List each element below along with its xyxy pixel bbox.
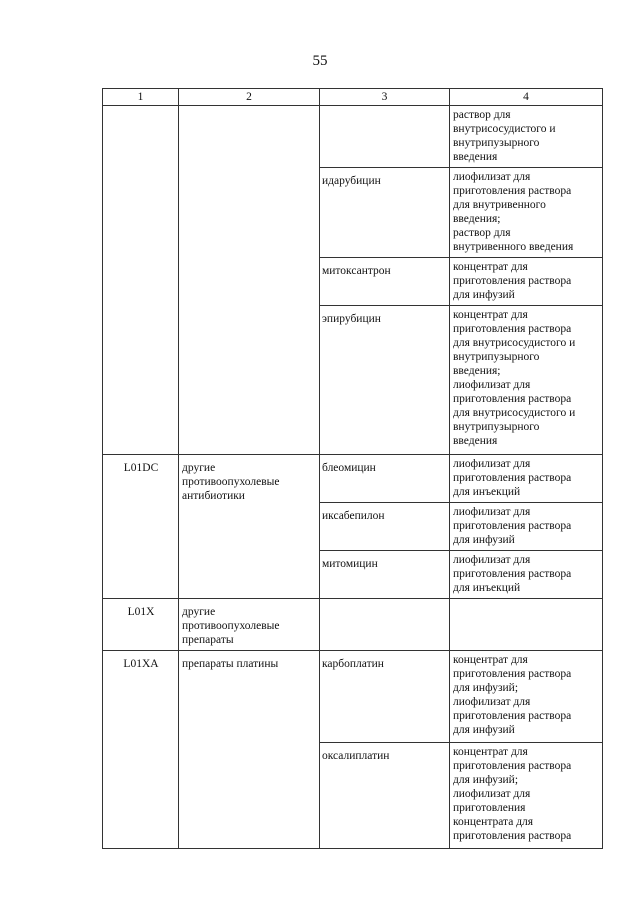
cell-text-line: для инфузий; (453, 682, 519, 694)
cell-text-line: другие (182, 606, 216, 618)
table-row (103, 455, 603, 503)
group-name-cell (179, 651, 320, 849)
drug-table (102, 88, 603, 849)
cell-text-line: приготовления раствора (453, 760, 572, 772)
cell-text-line: концентрат для (453, 746, 528, 758)
cell-text-line: внутрипузырного (453, 421, 540, 433)
drug-name-cell: блеомицин (320, 455, 450, 503)
dosage-form-cell (450, 258, 603, 306)
group-name-cell (179, 106, 320, 455)
cell-text-line: введения (453, 435, 498, 447)
cell-text-line: раствор для (453, 227, 511, 239)
cell-text-line: внутривенного введения (453, 241, 574, 253)
cell-text-line: препараты (182, 634, 234, 646)
drug-name-cell: иксабепилон (320, 503, 450, 551)
cell-text-line: для внутрисосудистого и (453, 337, 576, 349)
cell-text-line: приготовления раствора (453, 393, 572, 405)
cell-text-line: приготовления раствора (453, 668, 572, 680)
cell-text-line: лиофилизат для (453, 506, 531, 518)
dosage-form-cell (450, 168, 603, 258)
cell-text-line: для инфузий (453, 534, 515, 546)
cell-text-line: введения (453, 151, 498, 163)
cell-text-line: для внутривенного (453, 199, 546, 211)
cell-text-line: приготовления раствора (453, 275, 572, 287)
cell-text-line: приготовления раствора (453, 830, 572, 842)
cell-text-line: лиофилизат для (453, 171, 531, 183)
drug-name-cell (320, 106, 450, 168)
dosage-form-cell (450, 551, 603, 599)
cell-text-line: введения; (453, 213, 501, 225)
page-number: 55 (312, 53, 328, 69)
drug-name-cell: оксалиплатин (320, 743, 450, 849)
dosage-form-cell (450, 743, 603, 849)
cell-text-line: приготовления раствора (453, 710, 572, 722)
dosage-form-cell (450, 599, 603, 651)
table-row (103, 599, 603, 651)
cell-text-line: раствор для (453, 109, 511, 121)
cell-text-line: лиофилизат для (453, 788, 531, 800)
atc-code-cell: L01DC (103, 455, 179, 599)
cell-text-line: для инфузий (453, 724, 515, 736)
header-cell-1: 1 (103, 89, 179, 106)
cell-text-line: антибиотики (182, 490, 245, 502)
cell-text-line: для внутрисосудистого и (453, 407, 576, 419)
cell-text-line: лиофилизат для (453, 379, 531, 391)
cell-text-line: концентрат для (453, 309, 528, 321)
cell-text-line: приготовления (453, 802, 526, 814)
cell-text-line: приготовления раствора (453, 520, 572, 532)
drug-name-cell: эпирубицин (320, 306, 450, 455)
table-row (103, 106, 603, 168)
drug-name-cell (320, 599, 450, 651)
table-row (103, 651, 603, 743)
dosage-form-cell (450, 651, 603, 743)
cell-text-line: для инъекций (453, 582, 521, 594)
cell-text-line: приготовления раствора (453, 185, 572, 197)
drug-name-cell: митомицин (320, 551, 450, 599)
group-name-cell (179, 599, 320, 651)
cell-text-line: для инфузий (453, 289, 515, 301)
cell-text-line: противоопухолевые (182, 476, 280, 488)
cell-text-line: концентрат для (453, 654, 528, 666)
cell-text-line: для инфузий; (453, 774, 519, 786)
cell-text-line: лиофилизат для (453, 458, 531, 470)
dosage-form-cell (450, 306, 603, 455)
atc-code-cell (103, 106, 179, 455)
cell-text-line: препараты платины (182, 658, 279, 670)
header-cell-2: 2 (179, 89, 320, 106)
cell-text-line: введения; (453, 365, 501, 377)
dosage-form-cell (450, 455, 603, 503)
cell-text-line: внутрипузырного (453, 137, 540, 149)
drug-name-cell: митоксантрон (320, 258, 450, 306)
table-header-row (103, 89, 603, 106)
cell-text-line: внутрипузырного (453, 351, 540, 363)
cell-text-line: для инъекций (453, 486, 521, 498)
dosage-form-cell (450, 106, 603, 168)
cell-text-line: внутрисосудистого и (453, 123, 556, 135)
drug-name-cell: карбоплатин (320, 651, 450, 743)
group-name-cell (179, 455, 320, 599)
cell-text-line: другие (182, 462, 216, 474)
cell-text-line: концентрата для (453, 816, 534, 828)
cell-text-line: лиофилизат для (453, 554, 531, 566)
cell-text-line: концентрат для (453, 261, 528, 273)
header-cell-3: 3 (320, 89, 450, 106)
cell-text-line: противоопухолевые (182, 620, 280, 632)
atc-code-cell: L01XA (103, 651, 179, 849)
cell-text-line: приготовления раствора (453, 568, 572, 580)
cell-text-line: приготовления раствора (453, 323, 572, 335)
cell-text-line: приготовления раствора (453, 472, 572, 484)
cell-text-line: лиофилизат для (453, 696, 531, 708)
dosage-form-cell (450, 503, 603, 551)
drug-name-cell: идарубицин (320, 168, 450, 258)
atc-code-cell: L01X (103, 599, 179, 651)
header-cell-4: 4 (450, 89, 603, 106)
